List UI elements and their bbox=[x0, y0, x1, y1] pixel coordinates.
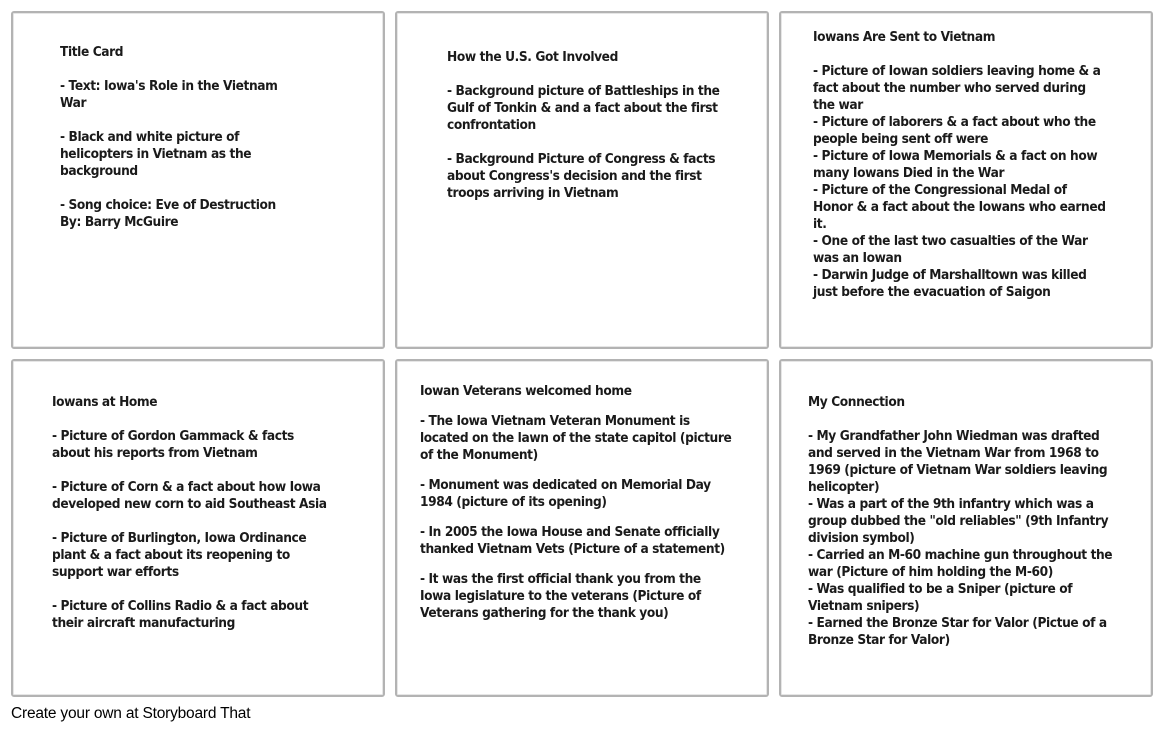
cell-5-line: - In 2005 the Iowa House and Senate officially thanked Vietnam Vets (Picture of a statement) bbox=[420, 524, 725, 557]
cell-6-line: - Earned the Bronze Star for Valor (Pictue of a Bronze Star for Valor) bbox=[808, 615, 1107, 648]
cell-6-line: - Carried an M-60 machine gun throughout the war (Picture of him holding the M-60) bbox=[808, 547, 1113, 580]
cell-4-line: - Picture of Burlington, Iowa Ordinance plant & a fact about its reopening to support war efforts bbox=[52, 530, 307, 580]
cell-1-line: - Song choice: Eve of Destruction By: Barry McGuire bbox=[60, 197, 276, 230]
storyboard-cell-3 bbox=[779, 11, 1153, 349]
cell-5-line: - The Iowa Vietnam Veteran Monument is located on the lawn of the state capitol (picture of the Monument) bbox=[420, 413, 732, 463]
cell-1-text bbox=[60, 44, 299, 231]
cell-5-text bbox=[420, 383, 735, 622]
cell-1-line: - Text: Iowa's Role in the Vietnam War bbox=[60, 78, 278, 111]
cell-3-line: - Darwin Judge of Marshalltown was killed just before the evacuation of Saigon bbox=[813, 267, 1087, 300]
cell-1-line: - Black and white picture of helicopters in Vietnam as the background bbox=[60, 129, 252, 179]
cell-2-line: - Background picture of Battleships in the Gulf of Tonkin & and a fact about the first confrontation bbox=[447, 83, 720, 133]
cell-6-text bbox=[808, 394, 1114, 649]
cell-4-title: Iowans at Home bbox=[52, 394, 158, 410]
cell-1-title: Title Card bbox=[60, 44, 124, 60]
storyboard-that-credit-link[interactable]: Create your own at Storyboard That bbox=[11, 705, 251, 722]
cell-6-title: My Connection bbox=[808, 394, 905, 410]
cell-4-line: - Picture of Gordon Gammack & facts about his reports from Vietnam bbox=[52, 428, 294, 461]
storyboard-cell-5 bbox=[395, 359, 769, 697]
cell-5-line: - It was the first official thank you from the Iowa legislature to the veterans (Picture of Veterans gathering for the thank you) bbox=[420, 571, 701, 621]
cell-2-line: - Background Picture of Congress & facts about Congress's decision and the first troops arriving in Vietnam bbox=[447, 151, 716, 201]
cell-4-line: - Picture of Corn & a fact about how Iowa developed new corn to aid Southeast Asia bbox=[52, 479, 327, 512]
cell-3-text bbox=[813, 29, 1110, 301]
storyboard-cell-4 bbox=[11, 359, 385, 697]
cell-5-line: - Monument was dedicated on Memorial Day 1984 (picture of its opening) bbox=[420, 477, 711, 510]
cell-6-line: - My Grandfather John Wiedman was drafted and served in the Vietnam War from 1968 to 1969 (picture of Vietnam War soldiers leaving helicopter) bbox=[808, 428, 1108, 495]
storyboard-cell-2 bbox=[395, 11, 769, 349]
cell-3-line: - Picture of the Congressional Medal of Honor & a fact about the Iowans who earned it. bbox=[813, 182, 1106, 232]
storyboard-cell-6 bbox=[779, 359, 1153, 697]
cell-3-title: Iowans Are Sent to Vietnam bbox=[813, 29, 996, 45]
cell-4-line: - Picture of Collins Radio & a fact about their aircraft manufacturing bbox=[52, 598, 309, 631]
cell-5-title: Iowan Veterans welcomed home bbox=[420, 383, 632, 399]
cell-4-text bbox=[52, 394, 336, 632]
cell-6-line: - Was qualified to be a Sniper (picture of Vietnam snipers) bbox=[808, 581, 1073, 614]
cell-6-line: - Was a part of the 9th infantry which was a group dubbed the "old reliables" (9th Infantry division symbol) bbox=[808, 496, 1109, 546]
cell-3-line: - One of the last two casualties of the War was an Iowan bbox=[813, 233, 1088, 266]
cell-3-line: - Picture of laborers & a fact about who the people being sent off were bbox=[813, 114, 1096, 147]
cell-2-title: How the U.S. Got Involved bbox=[447, 49, 618, 65]
cell-3-line: - Picture of Iowa Memorials & a fact on how many Iowans Died in the War bbox=[813, 148, 1098, 181]
storyboard-cell-1 bbox=[11, 11, 385, 349]
cell-2-text bbox=[447, 49, 722, 202]
cell-3-line: - Picture of Iowan soldiers leaving home & a fact about the number who served during the war bbox=[813, 63, 1101, 113]
